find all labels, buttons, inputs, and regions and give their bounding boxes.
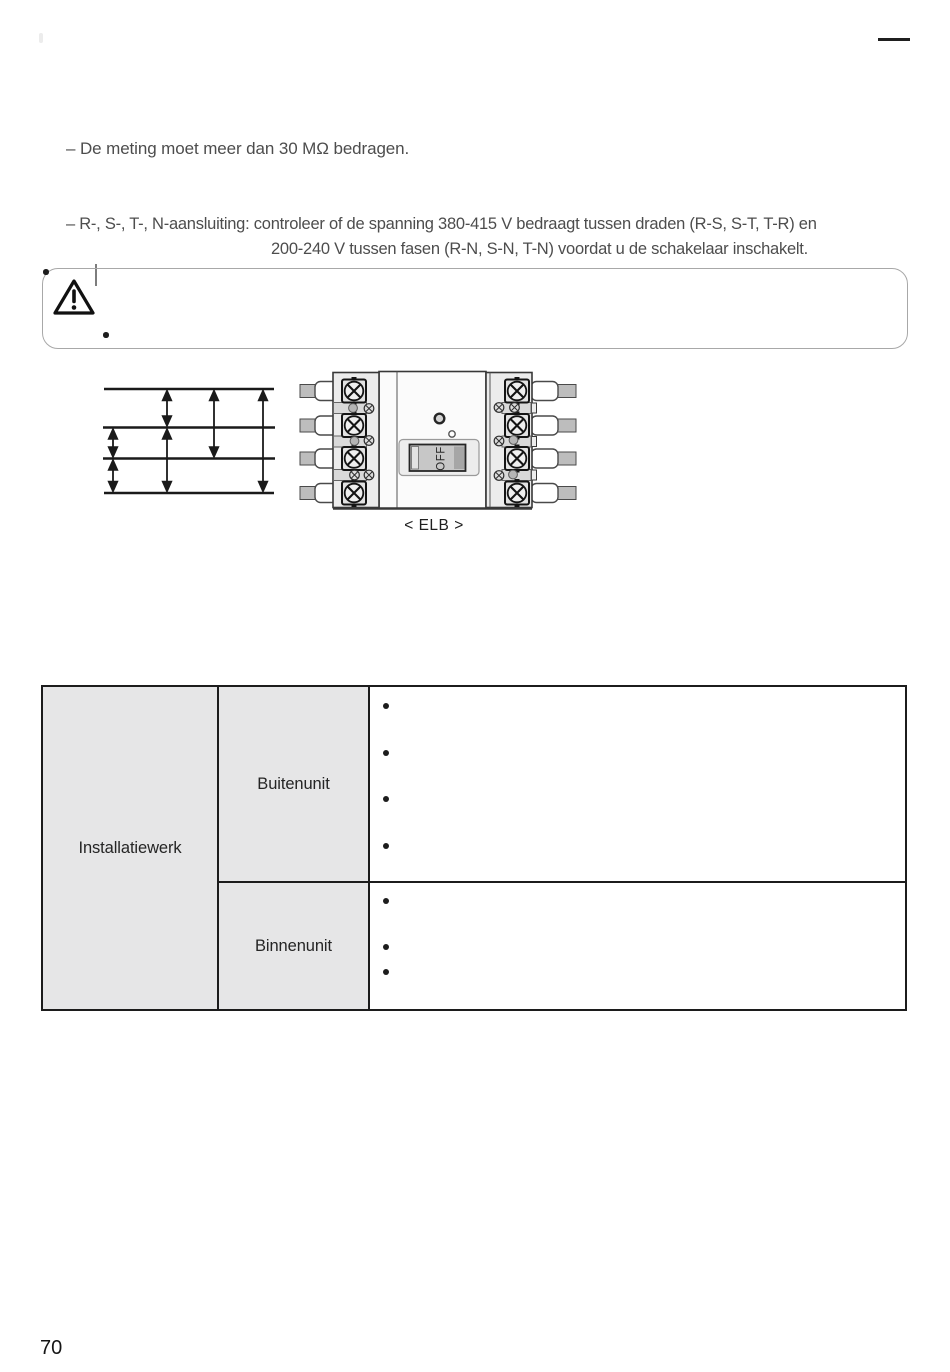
warning-triangle-icon <box>52 278 96 316</box>
table-cell-installatiewerk <box>43 687 219 1009</box>
bullet-point <box>103 332 109 338</box>
figure-caption: < ELB > <box>404 517 464 534</box>
wire-lines <box>103 389 275 493</box>
faint-print-artifact <box>39 33 43 43</box>
bullet-point <box>383 969 389 975</box>
reset-pin <box>449 431 455 437</box>
note-connection-line1: – R-, S-, T-, N-aansluiting: controleer of de spanning 380-415 V bedraagt tussen draden (R-S, S-T, T-R) en <box>66 215 817 233</box>
bullet-point <box>383 703 389 709</box>
bullet-point <box>383 796 389 802</box>
bullet-point <box>383 750 389 756</box>
header-dash-rule <box>878 38 910 41</box>
right-wires <box>531 382 576 503</box>
table-cell-binnenunit-items <box>370 883 905 1009</box>
table-unit-label: Buitenunit <box>257 774 330 793</box>
installation-table <box>41 685 907 1011</box>
table-group-label: Installatiewerk <box>78 838 182 857</box>
elb-breaker-illustration <box>298 365 580 513</box>
bullet-point <box>43 269 49 275</box>
note-connection-line2: 200-240 V tussen fasen (R-N, S-N, T-N) voordat u de schakelaar inschakelt. <box>271 239 808 258</box>
measurement-arrows <box>109 391 267 491</box>
table-unit-label: Binnenunit <box>255 936 332 955</box>
table-cell-buitenunit <box>219 687 370 883</box>
voltage-measurement-diagram <box>95 380 295 505</box>
table-cell-buitenunit-items <box>370 687 905 883</box>
bullet-point <box>383 898 389 904</box>
switch-label: OFF <box>435 446 448 471</box>
note-measurement: – De meting moet meer dan 30 MΩ bedragen. <box>66 139 410 158</box>
warning-callout <box>42 268 908 349</box>
table-cell-binnenunit <box>219 883 370 1009</box>
page-number: 70 <box>40 1337 63 1359</box>
bullet-point <box>383 944 389 950</box>
indicator-light <box>435 414 445 424</box>
off-rocker-switch <box>399 440 479 476</box>
note-connection <box>66 212 817 261</box>
bullet-point <box>383 843 389 849</box>
